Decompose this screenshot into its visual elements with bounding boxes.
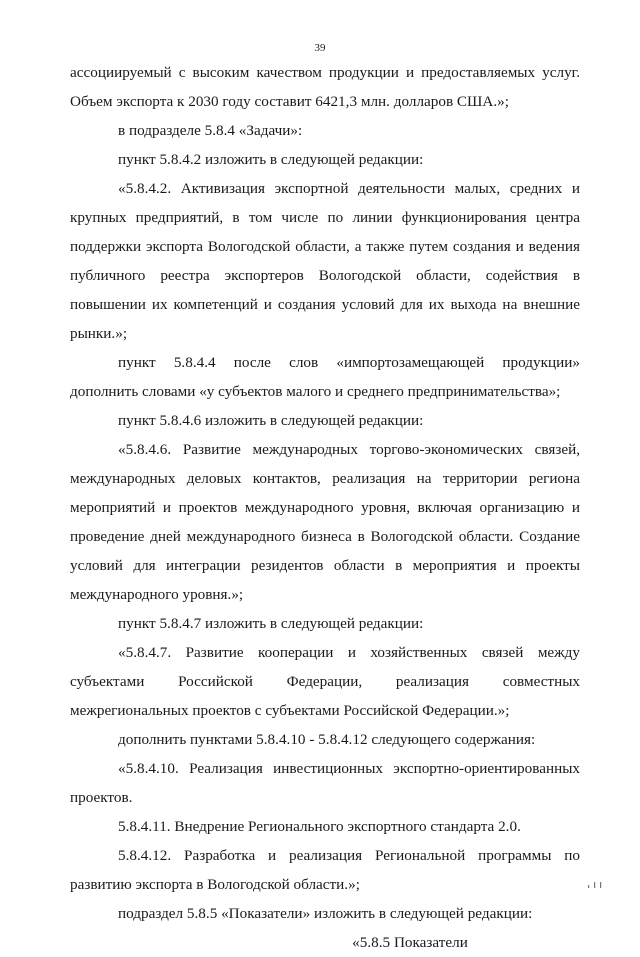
paragraph-item-5-8-4-6-text: «5.8.4.6. Развитие международных торгово-экономических связей, международных деловых контактов, реализация на территории региона мероприятий и проектов международного уровня, включая организацию и проведение дней международного бизнеса в Вологодской области. Создание условий для интеграции резидентов области в мероприятия и проекты международного уровня.»; xyxy=(70,441,580,603)
paragraph-subsection-5-8-5-intro: подраздел 5.8.5 «Показатели» изложить в следующей редакции: xyxy=(118,905,533,922)
paragraph-item-5-8-4-6-intro: пункт 5.8.4.6 изложить в следующей редакции: xyxy=(118,412,424,429)
document-body xyxy=(70,58,580,957)
paragraph-item-5-8-4-11: 5.8.4.11. Внедрение Регионального экспортного стандарта 2.0. xyxy=(118,818,521,835)
paragraph-item-5-8-4-10: «5.8.4.10. Реализация инвестиционных экспортно-ориентированных проектов. xyxy=(70,760,580,806)
paragraph-item-5-8-4-7-text: «5.8.4.7. Развитие кооперации и хозяйственных связей между субъектами Российской Федерации, реализация совместных межрегиональных проектов с субъектами Российской Федерации.»; xyxy=(70,644,580,719)
scan-corner-mark-shape xyxy=(588,881,606,889)
paragraph-subsection-5-8-4: в подразделе 5.8.4 «Задачи»: xyxy=(118,122,303,139)
paragraph-export-volume: ассоциируемый с высоким качеством продукции и предоставляемых услуг. Объем экспорта к 2030 году составит 6421,3 млн. долларов США.»; xyxy=(70,64,580,110)
paragraph-item-5-8-4-12: 5.8.4.12. Разработка и реализация Региональной программы по развитию экспорта в Вологодской области.»; xyxy=(70,847,580,893)
heading-5-8-5: «5.8.5 Показатели xyxy=(352,934,468,951)
scan-corner-mark xyxy=(588,881,606,891)
paragraph-item-5-8-4-2-text: «5.8.4.2. Активизация экспортной деятельности малых, средних и крупных предприятий, в том числе по линии функционирования центра поддержки экспорта Вологодской области, а также путем создания и ведения публичного реестра экспортеров Вологодской области, содействия в повышении их компетенций и создания условий для их выхода на внешние рынки.»; xyxy=(70,180,580,342)
paragraph-item-5-8-4-4: пункт 5.8.4.4 после слов «импортозамещающей продукции» дополнить словами «у субъектов малого и среднего предпринимательства»; xyxy=(70,354,580,400)
paragraph-item-5-8-4-2-intro: пункт 5.8.4.2 изложить в следующей редакции: xyxy=(118,151,424,168)
paragraph-item-5-8-4-7-intro: пункт 5.8.4.7 изложить в следующей редакции: xyxy=(118,615,424,632)
paragraph-add-items-intro: дополнить пунктами 5.8.4.10 - 5.8.4.12 следующего содержания: xyxy=(118,731,536,748)
page-number: 39 xyxy=(314,42,326,54)
